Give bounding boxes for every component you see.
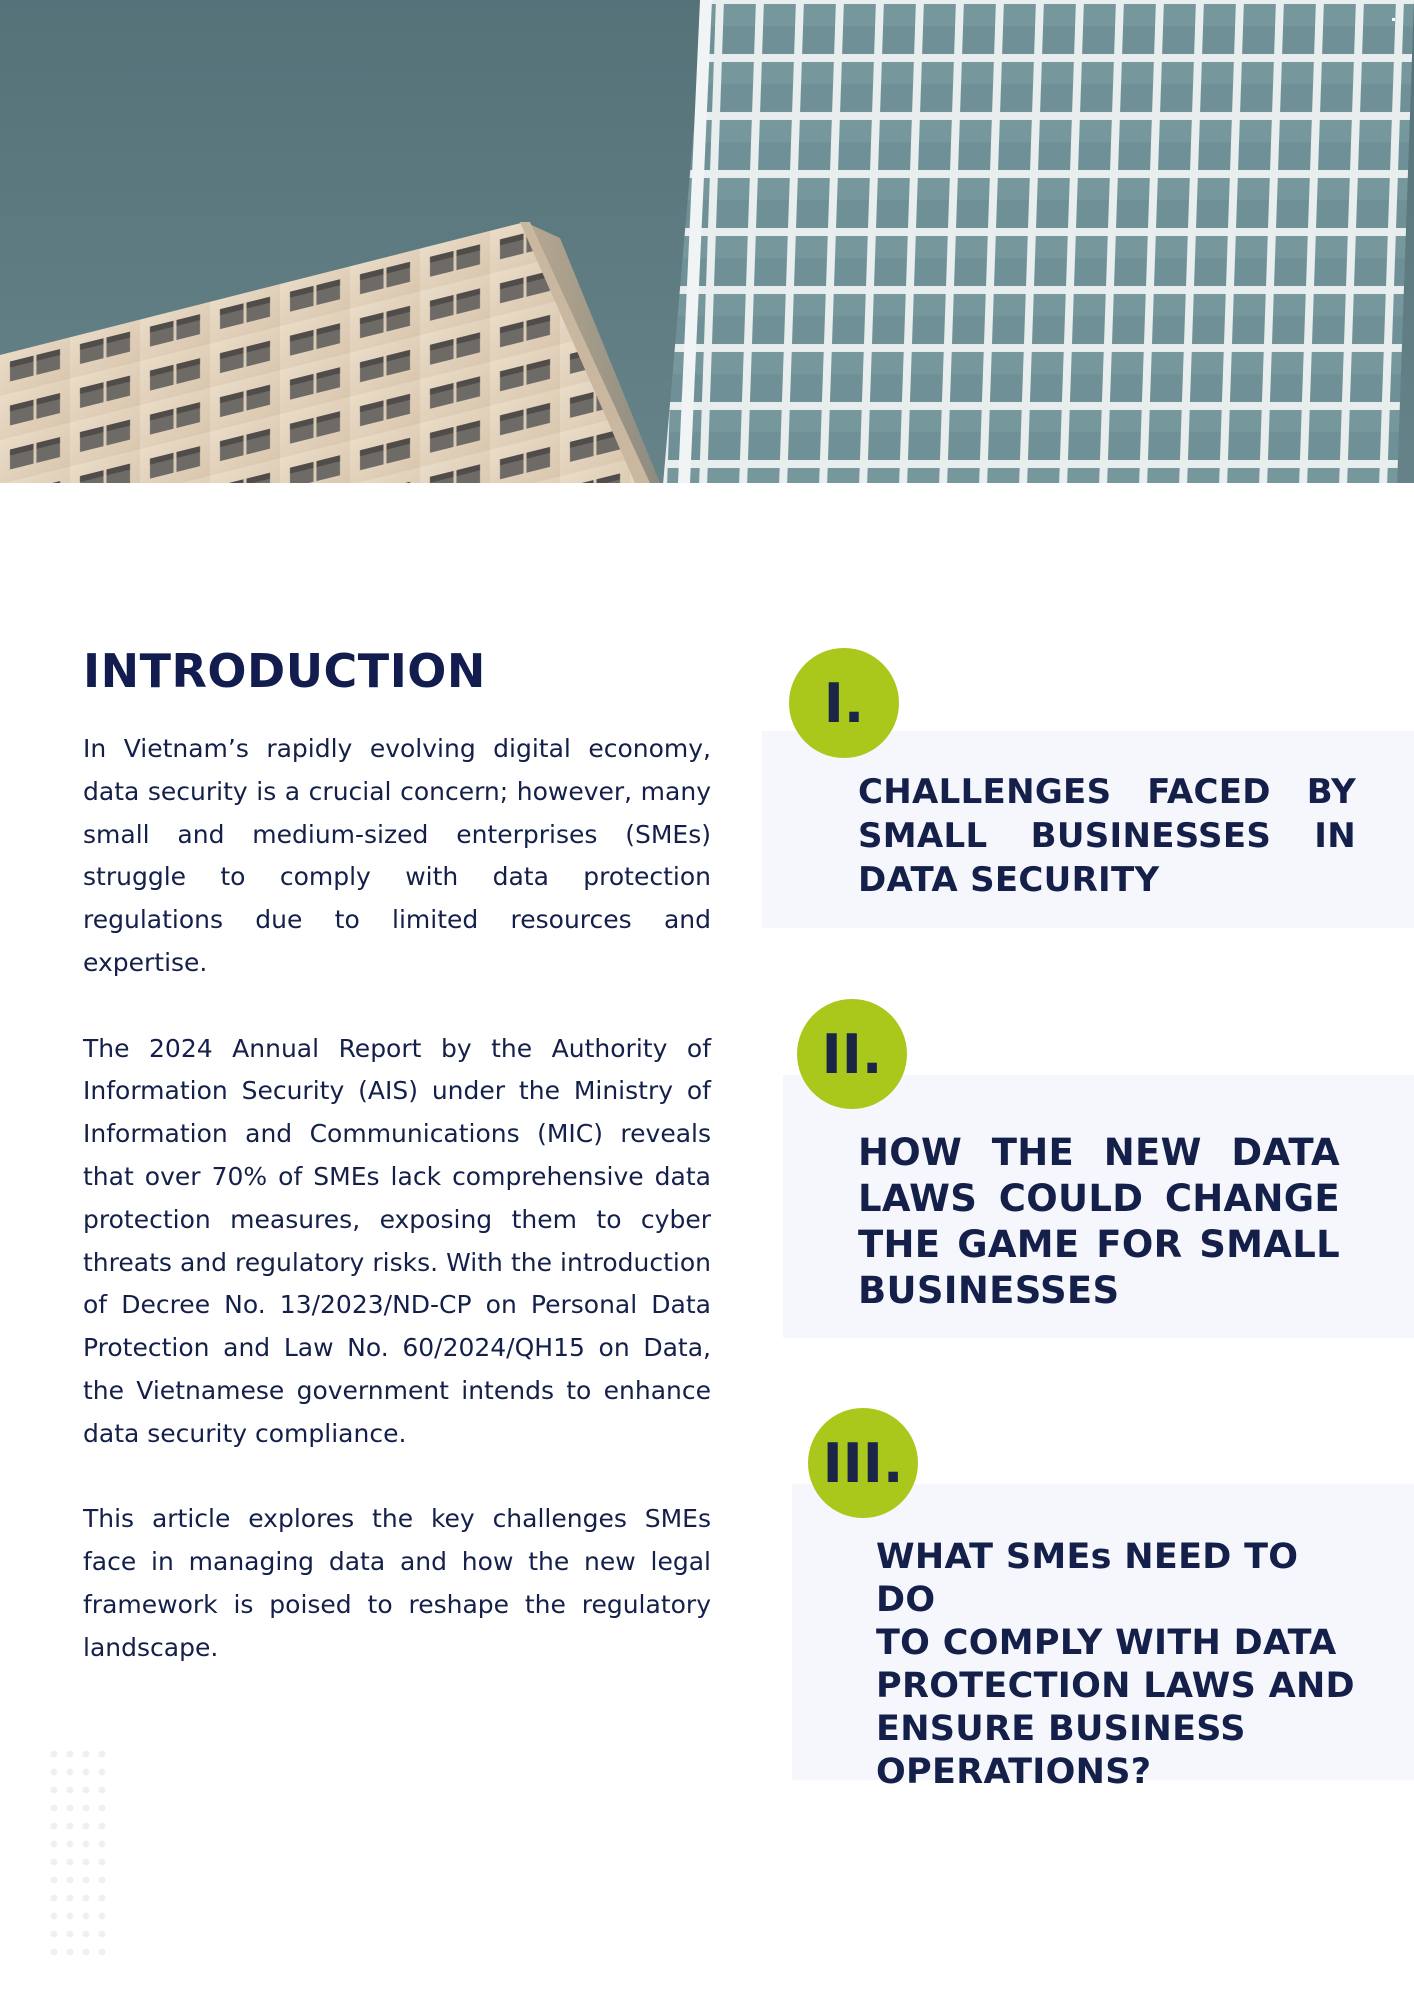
section-number-badge-3: III.	[808, 1408, 918, 1518]
section-number-badge-1: I.	[789, 648, 899, 758]
section-title-line: LAWS COULD CHANGE	[858, 1177, 1340, 1220]
buildings-photo	[0, 0, 1414, 483]
section-title-line: PROTECTION LAWS AND	[876, 1666, 1355, 1706]
section-title-line: CHALLENGES FACED BY	[858, 772, 1356, 812]
hero-image	[0, 0, 1414, 483]
intro-paragraph: In Vietnam’s rapidly evolving digital economy, data security is a crucial concern; however, many small and medium-sized enterprises (SMEs) struggle to comply with data protection regulations due to limited resources and expertise.	[83, 734, 711, 977]
section-title-line: BUSINESSES	[858, 1269, 1120, 1312]
section-title-line: THE GAME FOR SMALL	[858, 1223, 1340, 1266]
section-title-2	[858, 1130, 1340, 1314]
section-title-line: SMALL BUSINESSES IN	[858, 816, 1356, 856]
section-title-line: OPERATIONS?	[876, 1752, 1152, 1792]
section-title-1	[858, 770, 1356, 902]
section-title-line: HOW THE NEW DATA	[858, 1131, 1340, 1174]
section-title-3	[876, 1536, 1366, 1794]
section-number-badge-2: II.	[797, 999, 907, 1109]
section-title-line: DATA SECURITY	[858, 860, 1160, 900]
intro-body	[83, 728, 711, 1670]
intro-title: INTRODUCTION	[83, 644, 486, 698]
section-title-line: ENSURE BUSINESS	[876, 1709, 1246, 1749]
section-title-line: WHAT SMEs NEED TO DO	[876, 1537, 1299, 1620]
intro-paragraph: The 2024 Annual Report by the Authority of Information Security (AIS) under the Ministry of Information and Communications (MIC) reveals that over 70% of SMEs lack comprehensive data protection measures, exposing them to cyber threats and regulatory risks. With the introduction of Decree No. 13/2023/ND-CP on Personal Data Protection and Law No. 60/2024/QH15 on Data, the Vietnamese government intends to enhance data security compliance.	[83, 1033, 711, 1448]
intro-paragraph: This article explores the key challenges SMEs face in managing data and how the new legal framework is poised to reshape the regulatory landscape.	[83, 1504, 711, 1662]
section-title-line: TO COMPLY WITH DATA	[876, 1623, 1337, 1663]
decorative-dot-grid	[48, 1748, 118, 1968]
